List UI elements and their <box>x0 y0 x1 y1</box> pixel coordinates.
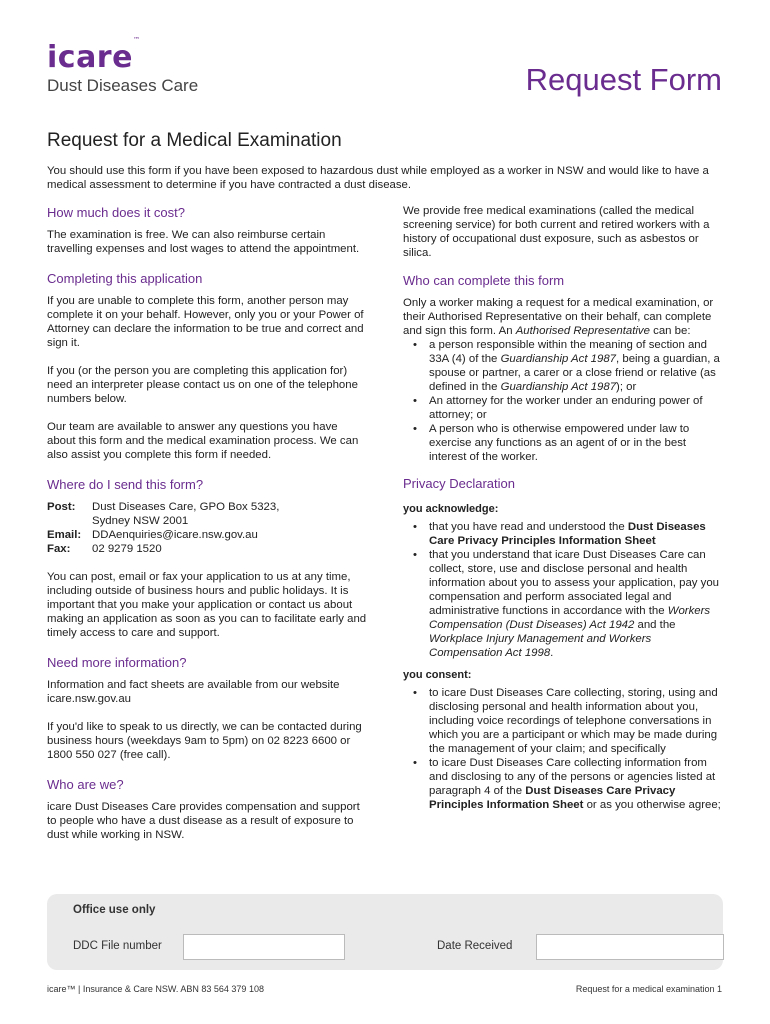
completing-text-3: Our team are available to answer any questions you have about this form and the medical examination process. We can also assist you complete this form if needed. <box>47 421 359 461</box>
right-column <box>403 204 725 822</box>
info-heading: Need more information? <box>47 655 187 670</box>
logo-subtitle: Dust Diseases Care <box>47 76 199 95</box>
complete-heading: Who can complete this form <box>403 273 565 288</box>
footer-right: Request for a medical examination 1 <box>575 984 722 994</box>
info-text-1: Information and fact sheets are available from our website icare.nsw.gov.au <box>47 679 340 705</box>
free-exam-text: We provide free medical examinations (called the medical screening service) for both current and retired workers with a history of occupational dust exposure, such as asbestos or silica. <box>403 205 710 259</box>
email-label: Email: <box>47 529 82 541</box>
send-heading: Where do I send this form? <box>47 477 204 492</box>
list-item: • a person responsible within the meaning of section and 33A (4) of the Guardianship Act 1987, being a guardian, a spouse or partner, a carer or a close friend or relative (as defined in the Guardianship Act 1987); or <box>413 339 720 393</box>
consent-list <box>403 686 725 812</box>
send-text: You can post, email or fax your application to us at any time, including outside of business hours and public holidays. It is important that you make your application or contact us about making an application as soon as you can to facilitate early and timely access to care and support. <box>47 571 367 639</box>
fax-label: Fax: <box>47 543 71 555</box>
left-column <box>47 205 369 856</box>
list-item: • to icare Dust Diseases Care collecting, storing, using and disclosing personal and health information about you, including voice recordings of telephone conversations in which you are a participant or which may be made during the management of your claim; and specifically <box>413 687 718 755</box>
who-heading: Who are we? <box>47 777 124 792</box>
intro-text: You should use this form if you have been exposed to hazardous dust while employed as a worker in NSW and would like to have a medical assessment to determine if you have contracted a dust disease. <box>47 165 709 191</box>
date-received-field[interactable] <box>536 934 724 960</box>
office-use-label: Office use only <box>73 904 156 916</box>
file-number-label: DDC File number <box>73 940 162 952</box>
post-label: Post: <box>47 501 76 513</box>
page-title: Request for a Medical Examination <box>47 130 342 151</box>
cost-heading: How much does it cost? <box>47 205 186 220</box>
representative-list <box>403 338 725 464</box>
acknowledge-list <box>403 520 725 660</box>
list-item: • that you understand that icare Dust Diseases Care can collect, store, use and disclose personal and health information about you to assess your application, pay you compensation and perform associated legal and administrative functions in accordance with the Workers Compensation (Dust Diseases) Act 1942 and the Workplace Injury Management and Workers Compensation Act 1998. <box>413 549 719 659</box>
completing-text-1: If you are unable to complete this form, another person may complete it on your behalf. However, only you or your Power of Attorney can declare the information to be true and correct and sign it. <box>47 295 364 349</box>
email-value[interactable]: DDAenquiries@icare.nsw.gov.au <box>92 529 258 541</box>
footer-left: icare™ | Insurance & Care NSW. ABN 83 564 379 108 <box>47 984 264 994</box>
consent-label: you consent: <box>403 669 472 681</box>
acknowledge-label: you acknowledge: <box>403 503 499 515</box>
post-address-line-1: Dust Diseases Care, GPO Box 5323, <box>92 501 280 513</box>
list-item: • to icare Dust Diseases Care collecting information from and disclosing to any of the persons or agencies listed at paragraph 4 of the Dust Diseases Care Privacy Principles Information Sheet or as you otherwise agree; <box>413 757 721 811</box>
office-use-panel <box>47 894 723 970</box>
list-item: • A person who is otherwise empowered under law to exercise any functions as an agent of or in the best interest of the worker. <box>413 423 690 463</box>
completing-text-2: If you (or the person you are completing this application for) need an interpreter please contact us on one of the telephone numbers below. <box>47 365 358 405</box>
who-text: icare Dust Diseases Care provides compensation and support to people who have a dust disease as a result of exposure to dust while working in NSW. <box>47 801 360 841</box>
complete-text: Only a worker making a request for a medical examination, or their Authorised Representative on their behalf, can complete and sign this form. An Authorised Representative can be: <box>403 297 714 337</box>
list-item: • that you have read and understood the Dust Diseases Care Privacy Principles Information Sheet <box>413 521 706 547</box>
list-item: • An attorney for the worker under an enduring power of attorney; or <box>413 395 703 421</box>
completing-heading: Completing this application <box>47 271 203 286</box>
date-received-label: Date Received <box>437 940 513 952</box>
form-title: Request Form <box>525 62 722 97</box>
privacy-heading: Privacy Declaration <box>403 476 515 491</box>
cost-text: The examination is free. We can also reimburse certain travelling expenses and lost wages to attend the appointment. <box>47 229 360 255</box>
info-text-2: If you'd like to speak to us directly, we can be contacted during business hours (weekdays 9am to 5pm) on 02 8223 6600 or 1800 550 027 (free call). <box>47 721 362 761</box>
post-address-line-2: Sydney NSW 2001 <box>92 515 189 527</box>
contact-details <box>47 500 369 556</box>
file-number-field[interactable] <box>183 934 345 960</box>
icare-logo: icare™ <box>47 36 141 75</box>
fax-value: 02 9279 1520 <box>92 543 162 555</box>
